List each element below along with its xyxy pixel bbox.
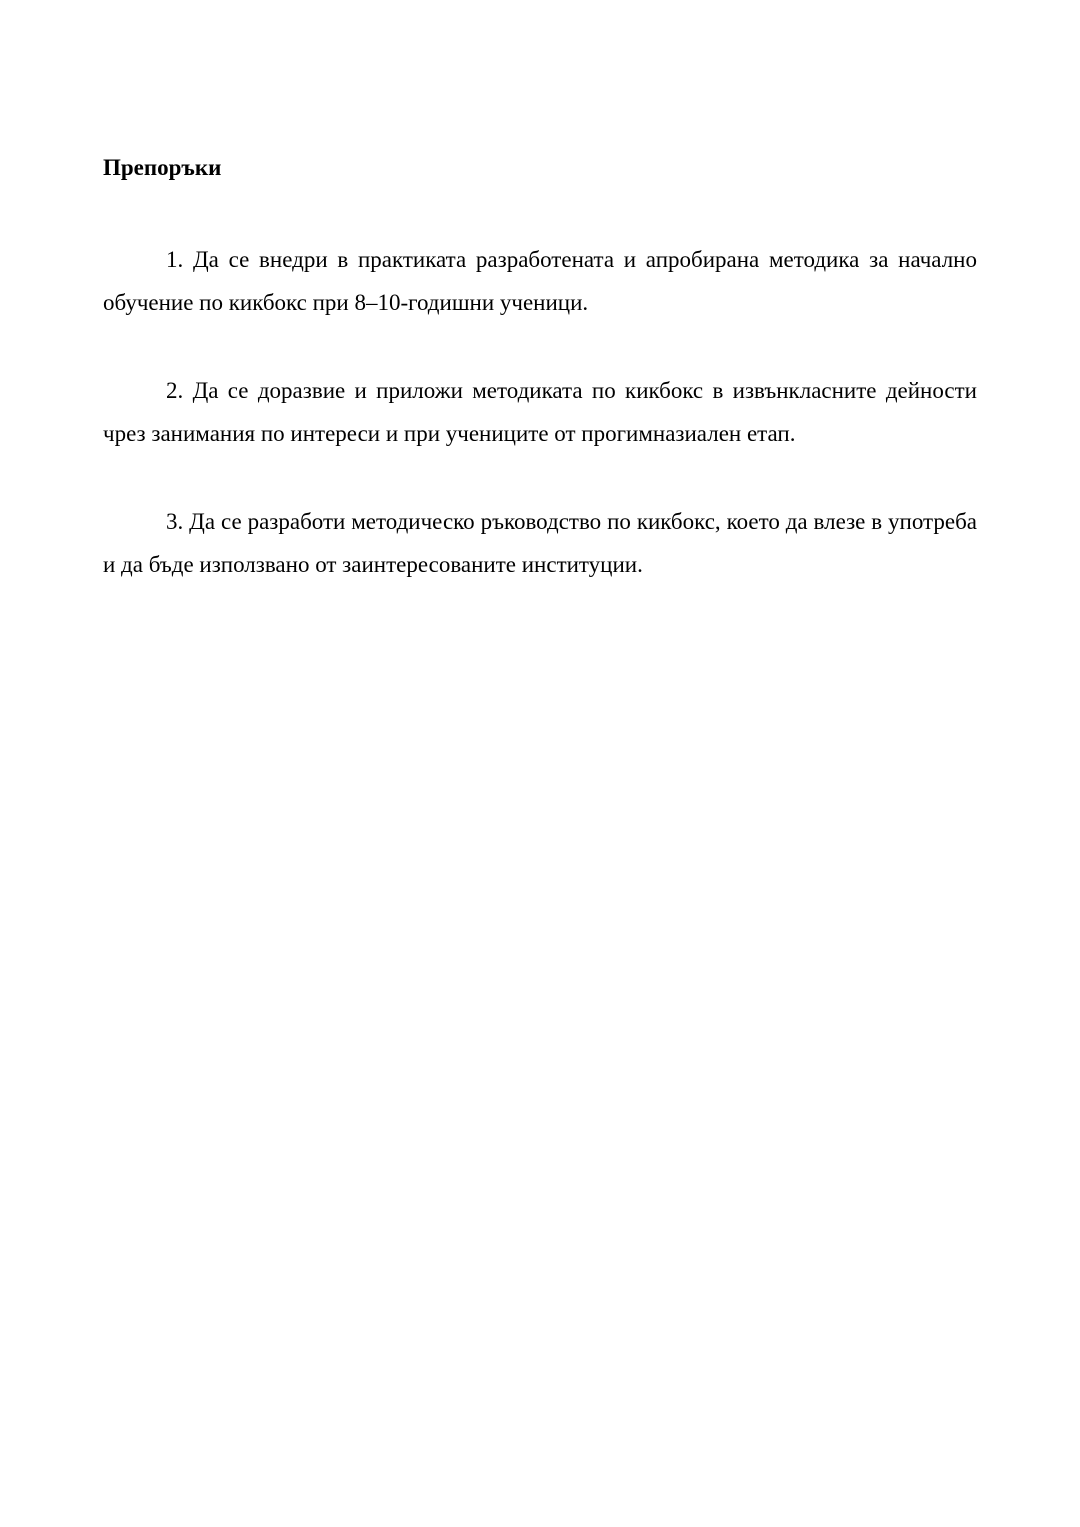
document-body <box>103 153 977 631</box>
recommendation-item-3: 3. Да се разработи методическо ръководство по кикбокс, което да влезе в употреба и да бъде използвано от заинтересованите институции. <box>103 509 977 577</box>
section-heading: Препоръки <box>103 155 222 180</box>
recommendation-item-2: 2. Да се доразвие и приложи методиката по кикбокс в извънкласните дейности чрез занимания по интереси и при учениците от прогимназиален етап. <box>103 378 977 446</box>
recommendation-item-1: 1. Да се внедри в практиката разработената и апробирана методика за начално обучение по кикбокс при 8–10-годишни ученици. <box>103 247 977 315</box>
